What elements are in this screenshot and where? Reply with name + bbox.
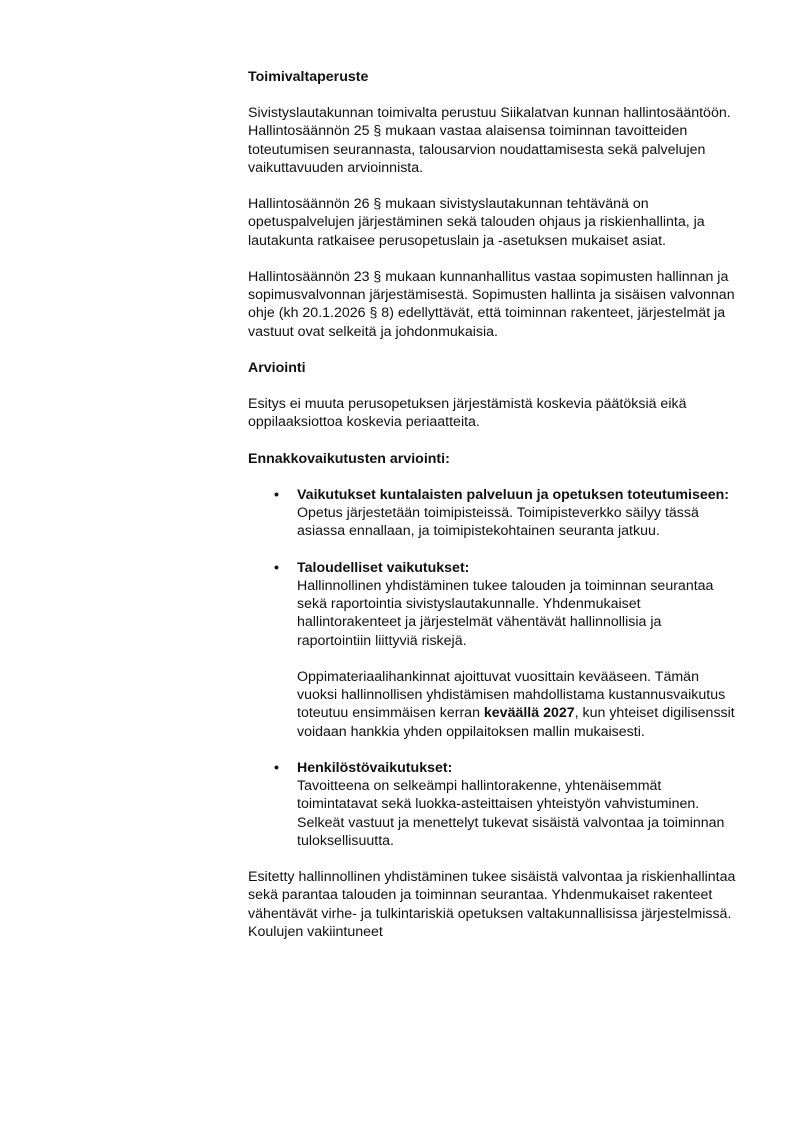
paragraph-toimivalta: Sivistyslautakunnan toimivalta perustuu Siikalatvan kunnan hallintosääntöön. Hallintosäännön 25 § mukaan vastaa alaisensa toiminnan tavoitteiden toteutumisen seurannasta, talousarvion noudattamisesta sekä palvelujen vaikuttavuuden arvioinnista. [248,105,731,176]
impact-list [248,486,738,850]
heading-arviointi: Arviointi [248,360,306,376]
document-page [248,68,738,959]
list-item-henkilostovaikutukset [248,759,738,850]
list-item-text-2 [297,668,738,741]
heading-toimivaltaperuste: Toimivaltaperuste [248,69,369,85]
list-item-title: Henkilöstövaikutukset: [297,760,453,776]
bullet-icon: • [274,487,279,503]
list-item-title: Vaikutukset kuntalaisten palveluun ja opetuksen toteutumiseen: [297,487,730,503]
heading-ennakkovaikutusten-arviointi: Ennakkovaikutusten arviointi: [248,450,450,467]
paragraph-arviointi: Esitys ei muuta perusopetuksen järjestämistä koskevia päätöksiä eikä oppilaaksiottoa koskevia periaatteita. [248,396,687,431]
list-item-text: Hallinnollinen yhdistäminen tukee talouden ja toiminnan seurantaa sekä raportointia sivistyslautakunnalle. Yhdenmukaiset hallintorakenteet ja järjestelmät vähentävät hallinnollisia ja raportointiin liittyviä riskejä. [297,578,714,649]
text-segment: , kun yhteiset digilisenssit voidaan hankkia yhden oppilaitoksen mallin mukaisesti. [297,705,735,740]
list-item-text: Tavoitteena on selkeämpi hallintorakenne, yhtenäisemmät toimintatavat sekä luokka-asteittaisen yhteistyön vahvistuminen. Selkeät vastuut ja menettelyt tukevat sisäistä valvontaa ja toiminnan tuloksellisuutta. [297,778,725,849]
paragraph-hallintosaanto-26: Hallintosäännön 26 § mukaan sivistyslautakunnan tehtävänä on opetuspalvelujen järjestäminen sekä talouden ohjaus ja riskienhallinta, ja lautakunta ratkaisee perusopetuslain ja -asetuksen mukaiset asiat. [248,196,705,249]
list-item-text: Opetus järjestetään toimipisteissä. Toimipisteverkko säilyy tässä asiassa ennallaan, ja toimipistekohtainen seuranta jatkuu. [297,505,699,540]
bullet-icon: • [274,559,279,576]
list-item-palvelu-vaikutukset [248,486,738,541]
text-segment: Oppimateriaalihankinnat ajoittuvat vuosittain kevääseen. Tämän vuoksi hallinnollisen yhdistämisen mahdollistama kustannusvaikutus toteutuu ensimmäisen kerran [297,669,726,722]
paragraph-closing: Esitetty hallinnollinen yhdistäminen tukee sisäistä valvontaa ja riskienhallintaa sekä parantaa talouden ja toiminnan seurantaa. Yhdenmukaiset rakenteet vähentävät virhe- ja tulkintariskiä opetuksen valtakunnallisissa järjestelmissä. Koulujen vakiintuneet [248,869,736,940]
list-item-taloudelliset-vaikutukset [248,559,738,741]
bullet-icon: • [274,760,279,776]
paragraph-hallintosaanto-23: Hallintosäännön 23 § mukaan kunnanhallitus vastaa sopimusten hallinnan ja sopimusvalvonnan järjestämisestä. Sopimusten hallinta ja sisäisen valvonnan ohje (kh 20.1.2026 § 8) edellyttävät, että toiminnan rakenteet, järjestelmät ja vastuut ovat selkeitä ja johdonmukaisia. [248,269,735,340]
list-item-title: Taloudelliset vaikutukset: [297,559,470,576]
emphasis-date: keväällä 2027 [483,705,575,722]
